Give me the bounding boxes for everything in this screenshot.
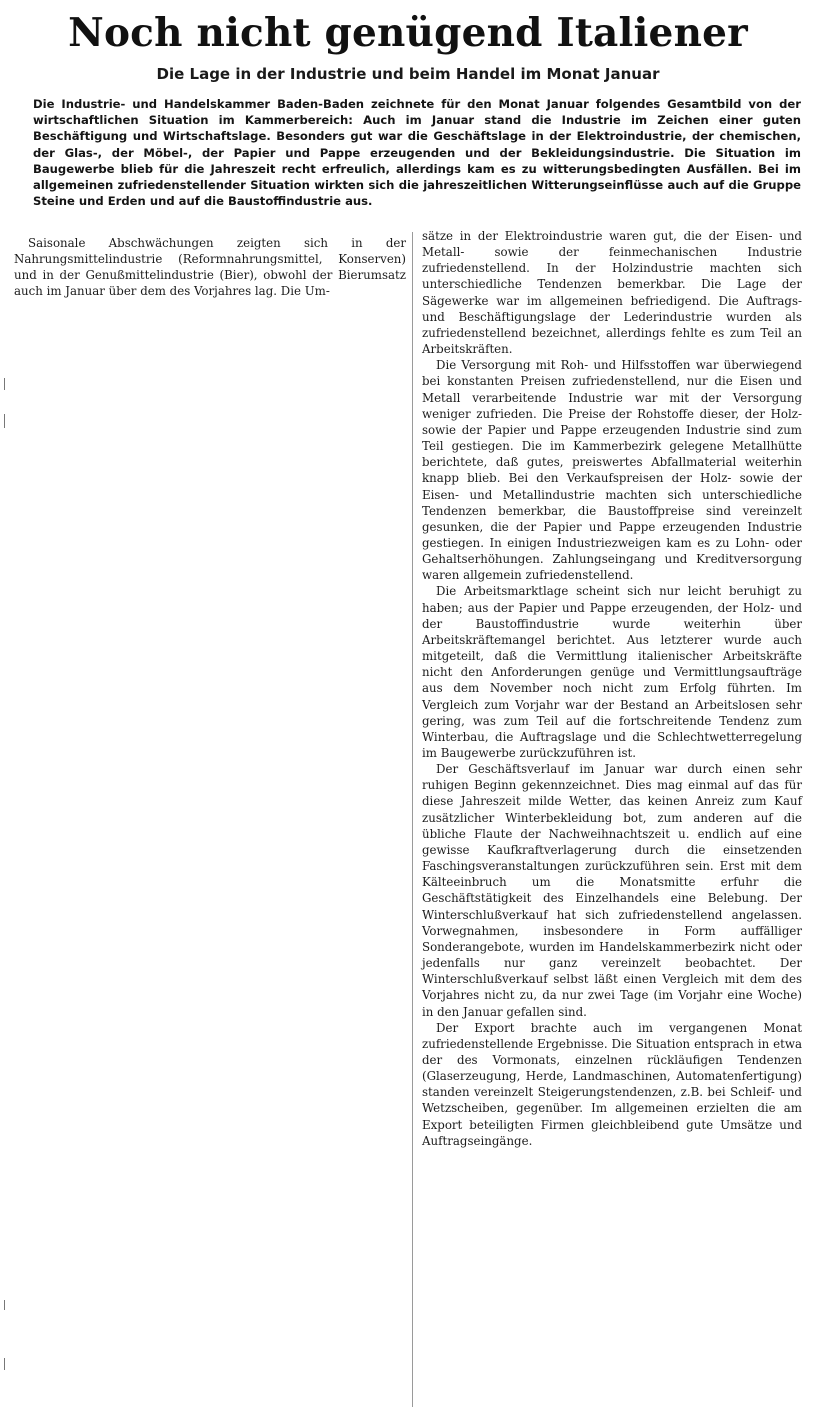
margin-scan-mark: [4, 378, 5, 390]
article-subheadline: Die Lage in der Industrie und beim Handel im Monat Januar: [156, 65, 660, 83]
article-headline: Noch nicht genügend Italiener: [68, 10, 748, 56]
right-column-paragraph-retail: Der Geschäftsverlauf im Januar war durch einen sehr ruhigen Beginn gekennzeichnet. Dies mag einmal auf das für diese Jahreszeit milde Wetter, das keinen Anreiz zum Kauf zusätzlicher Winterbekleidung bot, zum anderen auf die übliche Flaute der Nachweihnachtszeit u. endlich auf eine gewisse Kaufkraftverlagerung durch die einsetzenden Faschingsveranstaltungen zurückzuführen sein. Erst mit dem Kälteeinbruch um die Monatsmitte erfuhr die Geschäftstätigkeit des Einzelhandels eine Belebung. Der Winterschlußverkauf hat sich zufriedenstellend angelassen. Vorwegnahmen, insbesondere in Form auffälliger Sonderangebote, wurden im Handelskammerbezirk nicht oder jedenfalls nur ganz vereinzelt beobachtet. Der Winterschlußverkauf selbst läßt einen Vergleich mit dem des Vorjahres nicht zu, da nur zwei Tage (im Vorjahr eine Woche) in den Januar gefallen sind.: [422, 762, 802, 1019]
right-column-paragraph-export: Der Export brachte auch im vergangenen Monat zufriedenstellende Ergebnisse. Die Situation entsprach in etwa der des Vormonats, einzelnen rückläufigen Tendenzen (Glaserzeugung, Herde, Landmaschinen, Automatenfertigung) standen vereinzelt Steigerungstendenzen, z.B. bei Schleif- und Wetzscheiben, gegenüber. Im allgemeinen erzielten die am Export beteiligten Firmen gleichbleibend gute Umsätze und Auftragseingänge.: [422, 1020, 802, 1148]
right-column: [422, 228, 802, 1149]
margin-scan-mark: [4, 1358, 5, 1370]
margin-scan-mark: [4, 1300, 5, 1310]
right-column-paragraph-supply: Die Versorgung mit Roh- und Hilfsstoffen war überwiegend bei konstanten Preisen zufriedenstellend, nur die Eisen und Metall verarbeitende Industrie war mit der Versorgung weniger zufrieden. Die Preise der Rohstoffe dieser, der Holz- sowie der Papier und Pappe erzeugenden Industrie sind zum Teil gestiegen. Die im Kammerbezirk gelegene Metallhütte berichtete, daß gutes, preiswertes Abfallmaterial weiterhin knapp blieb. Bei den Verkaufspreisen der Holz- sowie der Eisen- und Metallindustrie machten sich unterschiedliche Tendenzen bemerkbar, die Baustoffpreise sind vereinzelt gesunken, die der Papier und Pappe erzeugenden Industrie gestiegen. In einigen Industriezweigen kam es zu Lohn- oder Gehaltserhöhungen. Zahlungseingang und Kreditversorgung waren allgemein zufriedenstellend.: [422, 358, 802, 583]
right-column-paragraph-labour: Die Arbeitsmarktlage scheint sich nur leicht beruhigt zu haben; aus der Papier und Pappe erzeugenden, der Holz- und der Baustoffindustrie wurde weiterhin über Arbeitskräftemangel berichtet. Aus letzterer wurde auch mitgeteilt, daß die Vermittlung italienischer Arbeitskräfte nicht den Anforderungen genüge und Vermittlungsaufträge aus dem November noch nicht zum Erfolg führten. Im Vergleich zum Vorjahr war der Bestand an Arbeitslosen sehr gering, was zum Teil auf die fortschreitende Tendenz zum Winterbau, die Auftragslage und die Schlechtwetterregelung im Baugewerbe zurückzuführen ist.: [422, 584, 802, 760]
article-lead-paragraph: Die Industrie- und Handelskammer Baden-Baden zeichnete für den Monat Januar folgendes Gesamtbild von der wirtschaftlichen Situation im Kammerbereich: Auch im Januar stand die Industrie im Zeichen einer guten Beschäftigung und Wirtschaftslage. Besonders gut war die Geschäftslage in der Elektroindustrie, der chemischen, der Glas-, der Möbel-, der Papier und Pappe erzeugenden und der Bekleidungsindustrie. Die Situation im Baugewerbe blieb für die Jahreszeit recht erfreulich, allerdings kam es zu witterungsbedingten Ausfällen. Bei im allgemeinen zufriedenstellender Situation wirkten sich die jahreszeitlichen Witterungseinflüsse auch auf die Gruppe Steine und Erden und auf die Baustoffindustrie aus.: [33, 97, 801, 209]
left-column: [14, 235, 406, 300]
margin-scan-mark: [4, 414, 5, 428]
left-column-paragraph: Saisonale Abschwächungen zeigten sich in der Nahrungsmittelindustrie (Reformnahrungsmittel, Konserven) und in der Genußmittelindustrie (Bier), obwohl der Bierumsatz auch im Januar über dem des Vorjahres lag. Die Um-: [14, 236, 406, 299]
column-divider: [412, 232, 413, 1407]
right-column-continuation: sätze in der Elektroindustrie waren gut, die der Eisen- und Metall- sowie der feinmechanischen Industrie zufriedenstellend. In der Holzindustrie machten sich unterschiedliche Tendenzen bemerkbar. Die Lage der Sägewerke war im allgemeinen befriedigend. Die Auftrags- und Beschäftigungslage der Lederindustrie wurden als zufriedenstellend bezeichnet, allerdings fehlte es zum Teil an Arbeitskräften.: [422, 229, 802, 357]
